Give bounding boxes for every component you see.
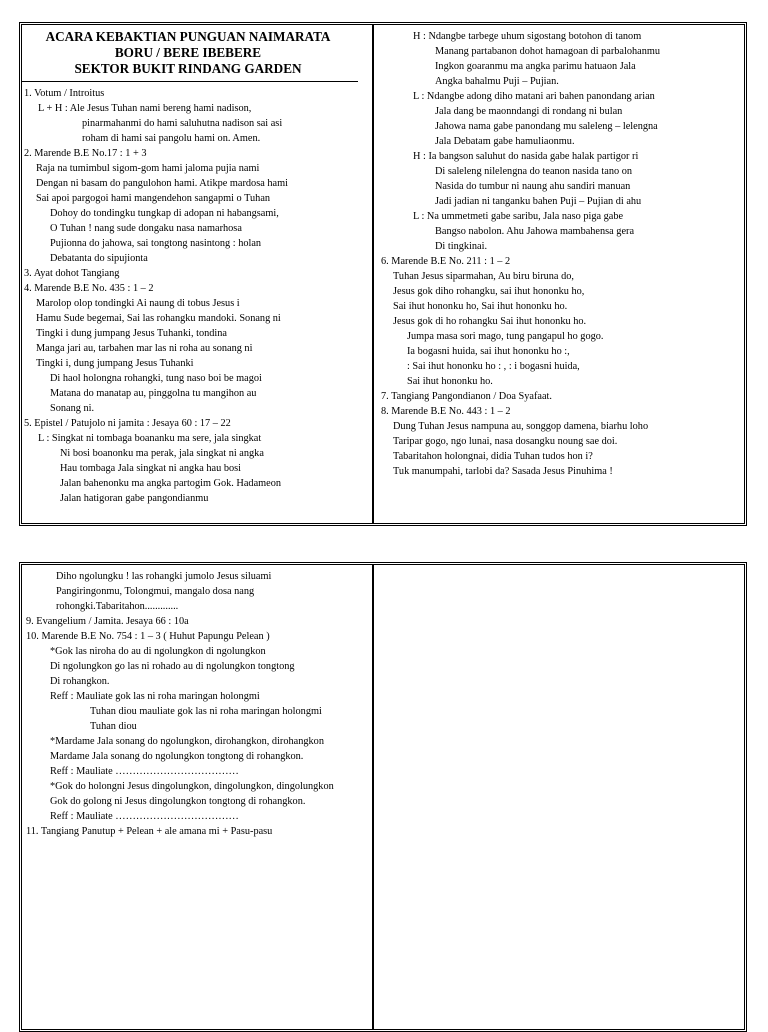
text-line: Ingkon goaranmu ma angka parimu hatuaon Jala [435, 61, 636, 72]
text-line: Hau tombaga Jala singkat ni angka hau bosi [60, 463, 242, 474]
text-line: H : Ndangbe tarbege uhum sigostang botohon di tanom [413, 31, 642, 42]
text-line: Tuk manumpahi, tarlobi da? Sasada Jesus Pinuhima ! [393, 466, 613, 477]
text-line: L + H : Ale Jesus Tuhan nami bereng hami nadison, [38, 103, 252, 114]
text-line: 10. Marende B.E No. 754 : 1 – 3 ( Huhut Papungu Pelean ) [26, 631, 270, 642]
text-line: Hamu Sude begemai, Sai las rohangku mandoki. Sonang ni [36, 313, 281, 324]
text-line: Tingki i, dung jumpang Jesus Tuhanki [36, 358, 194, 369]
text-line: Sonang ni. [50, 403, 95, 414]
text-line: Taripar gogo, ngo lunai, nasa dosangku noung sae doi. [393, 436, 618, 447]
text-line: O Tuhan ! nang sude dongaku nasa namarhosa [50, 223, 242, 234]
text-line: Manang partabanon dohot hamagoan di parbalohanmu [435, 46, 661, 57]
page1-left-text [22, 82, 372, 506]
text-line: Diho ngolungku ! las rohangki jumolo Jesus siluami [56, 571, 272, 582]
text-line: Di saleleng nilelengna do teanon nasida tano on [435, 166, 633, 177]
text-line: pinarmahanmi do hami saluhutna nadison sai asi [82, 118, 283, 129]
text-line: Jala dang be maonndangi di rondang ni bulan [435, 106, 623, 117]
text-line: *Mardame Jala sonang do ngolungkon, dirohangkon, dirohangkon [50, 736, 324, 747]
text-line: Debatanta do sipujionta [50, 253, 148, 264]
text-line: L : Na ummetmeti gabe saribu, Jala naso piga gabe [413, 211, 624, 222]
text-line: Di rohangkon. [50, 676, 110, 687]
text-line: 1. Votum / Introitus [24, 88, 105, 99]
text-line: Jesus gok di ho rohangku Sai ihut hononku ho. [393, 316, 587, 327]
text-line: 4. Marende B.E No. 435 : 1 – 2 [24, 283, 154, 294]
text-line: Tuhan diou [90, 721, 137, 732]
title-line-2: BORU / BERE IBEBERE [114, 45, 262, 60]
text-line: 6. Marende B.E No. 211 : 1 – 2 [381, 256, 511, 267]
text-line: Reff : Mauliate ……………………………… [50, 766, 239, 777]
text-line: *Gok do holongni Jesus dingolungkon, dingolungkon, dingolungkon [50, 781, 334, 792]
page2-text [22, 565, 372, 839]
text-line: Sai ihut hononku ho, Sai ihut hononku ho. [393, 301, 568, 312]
text-line: 5. Epistel / Patujolo ni jamita : Jesaya 60 : 17 – 22 [24, 418, 231, 429]
text-line: Jalan bahenonku ma angka partogim Gok. Hadameon [60, 478, 282, 489]
text-line: 9. Evangelium / Jamita. Jesaya 66 : 10a [26, 616, 189, 627]
text-line: 11. Tangiang Panutup + Pelean + ale amana mi + Pasu-pasu [26, 826, 273, 837]
program-title [22, 25, 358, 82]
text-line: Mardame Jala sonang do ngolungkon tongtong di rohangkon. [50, 751, 304, 762]
bulletin-page-1 [19, 22, 747, 526]
text-line: Jesus gok diho rohangku, sai ihut hononku ho, [393, 286, 585, 297]
text-line: L : Singkat ni tombaga boananku ma sere, jala singkat [38, 433, 262, 444]
text-line: Di haol holongna rohangki, tung naso boi be magoi [50, 373, 262, 384]
text-line: Sai ihut hononku ho. [407, 376, 493, 387]
text-line: Pangiringonmu, Tolongmui, mangalo dosa nang [56, 586, 255, 597]
text-line: Bangso nabolon. Ahu Jahowa mambahensa gera [435, 226, 635, 237]
text-line: Ia bogasni huida, sai ihut hononku ho :, [407, 346, 570, 357]
bulletin-page-2 [19, 562, 747, 1032]
text-line: Jalan hatigoran gabe pangondianmu [60, 493, 209, 504]
title-line-3: SEKTOR BUKIT RINDANG GARDEN [74, 61, 302, 76]
text-line: H : Ia bangson saluhut do nasida gabe halak partigor ri [413, 151, 639, 162]
text-line: Dengan ni basam do pangulohon hami. Atikpe mardosa hami [36, 178, 288, 189]
text-line: Raja na tumimbul sigom-gom hami jaloma pujia nami [36, 163, 260, 174]
text-line: 7. Tangiang Pangondianon / Doa Syafaat. [381, 391, 552, 402]
text-line: Dohoy do tondingku tungkap di adopan ni habangsami, [50, 208, 279, 219]
text-line: Matana do manatap au, pinggolna tu mangihon au [50, 388, 257, 399]
text-line: rohongki.Tabaritahon............. [56, 601, 179, 612]
text-line: Jala Debatam gabe hamuliaonmu. [435, 136, 575, 147]
text-line: Manga jari au, tarbahen mar las ni roha au sonang ni [36, 343, 253, 354]
text-line: Ni bosi boanonku ma perak, jala singkat ni angka [60, 448, 264, 459]
title-line-1: ACARA KEBAKTIAN PUNGUAN NAIMARATA [45, 29, 331, 44]
text-line: Dung Tuhan Jesus nampuna au, songgop damena, biarhu loho [393, 421, 649, 432]
text-line: : Sai ihut hononku ho : , : i bogasni huida, [407, 361, 580, 372]
text-line: Tingki i dung jumpang Jesus Tuhanki, tondina [36, 328, 227, 339]
text-line: Jadi jadian ni tanganku bahen Puji – Pujian di ahu [435, 196, 642, 207]
text-line: Gok do golong ni Jesus dingolungkon tongtong di rohangkon. [50, 796, 306, 807]
text-line: 3. Ayat dohot Tangiang [24, 268, 120, 279]
text-line: Tuhan diou mauliate gok las ni roha maringan holongmi [90, 706, 322, 717]
text-line: Sai apoi pargogoi hami mangendehon sangapmi o Tuhan [36, 193, 271, 204]
text-line: Angka bahalmu Puji – Pujian. [435, 76, 559, 87]
text-line: Pujionna do jahowa, sai tongtong nasintong : holan [50, 238, 262, 249]
text-line: Di ngolungkon go las ni rohado au di ngolungkon tongtong [50, 661, 295, 672]
text-line: 8. Marende B.E No. 443 : 1 – 2 [381, 406, 511, 417]
text-line: Nasida do tumbur ni naung ahu sandiri manuan [435, 181, 631, 192]
text-line: Reff : Mauliate ……………………………… [50, 811, 239, 822]
text-line: Tabaritahon holongnai, didia Tuhan tudos hon i? [393, 451, 593, 462]
text-line: Di tingkinai. [435, 241, 488, 252]
text-line: 2. Marende B.E No.17 : 1 + 3 [24, 148, 147, 159]
page1-right-text [377, 25, 744, 479]
text-line: Marolop olop tondingki Ai naung di tobus Jesus i [36, 298, 240, 309]
page1-right-column [377, 25, 744, 523]
text-line: Jahowa nama gabe panondang mu saleleng – lelengna [435, 121, 658, 132]
page2-left-column [22, 565, 374, 1029]
text-line: roham di hami sai pangolu hami on. Amen. [82, 133, 261, 144]
text-line: Jumpa masa sori mago, tung pangapul ho gogo. [407, 331, 604, 342]
page1-left-column [22, 25, 374, 523]
text-line: Reff : Mauliate gok las ni roha maringan holongmi [50, 691, 260, 702]
text-line: *Gok las niroha do au di ngolungkon di ngolungkon [50, 646, 266, 657]
text-line: Tuhan Jesus siparmahan, Au biru biruna do, [393, 271, 574, 282]
text-line: L : Ndangbe adong diho matani ari bahen panondang arian [413, 91, 655, 102]
